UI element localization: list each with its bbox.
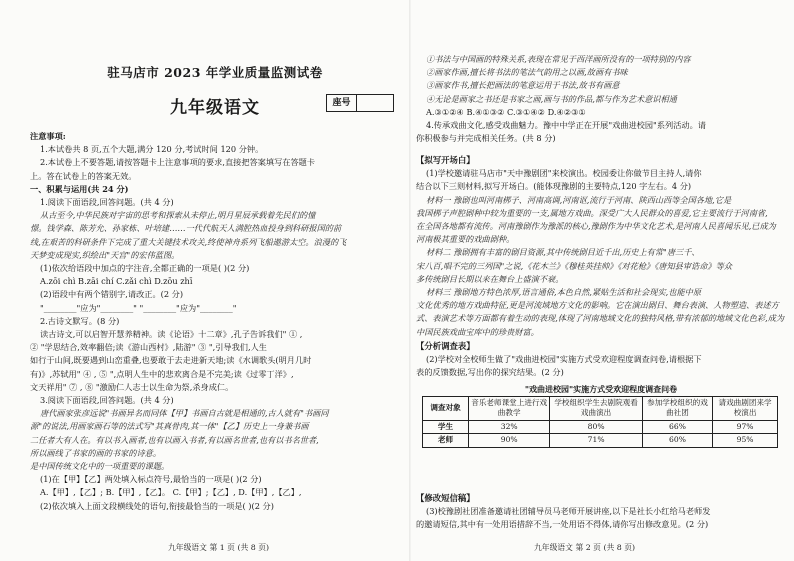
text-line: 文天祥用" ⑦ , ⑧ "激励仁人志士以生命为祭,杀身成仁。 [30, 381, 234, 392]
table-header-object: 调查对象 [423, 396, 469, 420]
text-line: ③画家作书,擅长把画法的笔意运用于书法,故书有画意 [426, 80, 620, 91]
text-line: 二任者大有人在。有以书入画者,也有以画入书者,有以画名世者,也有以书名世者, [30, 434, 319, 445]
seat-label: 座号 [327, 95, 357, 111]
text-line: A.【甲】,【乙】; B.【甲】,【乙】。 C.【甲】;【乙】, D.【甲】,【乙】, [40, 487, 302, 498]
text-line: ④无论是画家之书还是书家之画,画与书的作品,都与作为艺术意识相通 [426, 93, 677, 104]
text-line: 上。答在试卷上的答案无效。 [30, 170, 137, 181]
text-line: (2)学校对全校师生做了"戏曲进校园"实施方式受欢迎程度调查问卷,请根据下 [426, 354, 702, 365]
text-line: 材料二 豫剧拥有丰富的剧目资源,其中传统剧目近千出,历史上有常"唐三千、 [426, 247, 700, 258]
grade-title: 九年级语文 [170, 98, 260, 118]
text-line: (2)依次填入上面文段横线处的语句,衔接最恰当的一项是( )(2 分) [40, 500, 274, 511]
row-label-students: 学生 [423, 420, 469, 434]
text-line: 所以画线了书家的画的书家的诗意。 [30, 447, 162, 458]
text-line: 材料三 豫剧地方特色浓厚,语言通俗,本色自然,紧贴生活和社会现实,也能中原 [426, 287, 702, 298]
survey-table-title: "戏曲进校园"实施方式受欢迎程度调查问卷 [524, 383, 678, 394]
text-line: 一、积累与运用(共 24 分) [30, 183, 129, 194]
text-line: 3.阅读下面语段,回答问题。(共 4 分) [40, 395, 174, 406]
text-line: 2.古诗文默写。(8 分) [40, 315, 120, 326]
seat-number-field[interactable] [357, 95, 393, 111]
text-line: 宋八百,唱不完的三列国"之说,《花木兰》《穆桂英挂帅》《对花枪》《唐知县审诰命》等众 [416, 260, 732, 271]
text-line: 从古至今,中华民族对宇宙的思考和探索从未停止,明月星辰承载着先民们的憧 [40, 210, 316, 221]
page-1 [30, 0, 408, 561]
survey-table [422, 396, 778, 448]
seat-number-box [326, 94, 394, 112]
text-line: 在全国各地都有流传。河南豫剧作为豫派的核心,豫剧作为中华文化艺术,是河南人民喜闻乐见,已成为 [416, 221, 776, 232]
table-header-col-2: 学校组织学生去剧院观看戏曲演出 [550, 396, 642, 420]
text-line: A.③①②④ B.④①③② C.③①④② D.④②③① [426, 106, 586, 117]
section-survey [416, 334, 786, 448]
text-line: 1.阅读下面语段,回答问题。(共 4 分) [40, 197, 174, 208]
text-line: ② "学思结合,效率翻倍;读《游山西村》,陆游" ③ ",引导我们,人生 [30, 342, 267, 353]
text-line: 线,在艰苦的科研条件下完成了重大关键技术攻关,终使神舟系列飞船遨游太空。浪漫的飞 [30, 236, 347, 247]
text-line: (1)学校邀请驻马店市"天中豫剧团"来校演出。校园委让你做节目主持人,请你 [426, 168, 702, 179]
table-cell: 60% [642, 434, 712, 448]
text-line: 式、表演艺术等方面都有着生动的表现,体现了河南地域文化的独特风格,带有浓郁的地域文化色彩,成为 [416, 313, 785, 324]
text-line: 有)》,苏轼用" ④ , ⑤ ",点明人生中的悲欢离合是不完美;读《过零丁洋》, [30, 368, 294, 379]
section-heading-message: 【修改短信稿】 [416, 493, 475, 503]
text-line: 文化优秀的地方戏曲特征,更是河流域地方文化的影响。它在演出剧目、舞台表演、人物塑造、表述方 [416, 300, 779, 311]
page-1-footer: 九年级语文 第 1 页 (共 8 页) [168, 543, 270, 552]
table-row [423, 420, 778, 434]
text-line: 憬。钱学森、陈芳允、孙家栋、叶培建……一代代航天人满腔热血投身到科研报国的前 [30, 223, 342, 234]
text-line: 我国梆子声腔剧种中较为重要的一支,属地方戏曲。深受广大人民群众的喜爱,它主要流行于河南省, [416, 207, 768, 218]
page-1-body [30, 130, 408, 513]
text-line: 天梦变成现实,织绘出"天宫"的宏伟蓝图。 [30, 249, 180, 260]
section-heading-opening: 【拟写开场白】 [416, 155, 475, 165]
table-row [423, 434, 778, 448]
text-line: 注意事项: [30, 131, 66, 141]
text-line: ①书法与中国画的特殊关系,表现在常见于西洋画所没有的一项特别的内容 [426, 54, 691, 64]
table-cell: 97% [713, 420, 778, 434]
table-cell: 71% [550, 434, 642, 448]
text-line: 是中国传统文化中的一项重要的课题。 [30, 461, 170, 472]
table-header-col-3: 参加学校组织的戏曲社团 [642, 396, 712, 420]
text-line: 如行于山间,既要遇到山峦重叠,也要敢于去走进新天地;读《水调歌头(明月几时 [30, 355, 312, 366]
text-line: 唐代画家张彦远说"书画异名而同体【甲】书画自古就是相通的,古人就有"书画同 [40, 408, 329, 419]
text-line: 读古诗文,可以启智开慧养精神。读《论语》十二章》,孔子告诉我们" ① , [40, 329, 303, 340]
text-line: (1)在【甲】【乙】两处填入标点符号,最恰当的一项是( )(2 分) [40, 474, 262, 485]
table-header-col-1: 音乐老师课堂上进行戏曲教学 [469, 396, 550, 420]
question-3-options [416, 53, 786, 145]
table-header-col-4: 请戏曲剧团来学校演出 [713, 396, 778, 420]
text-line: 2.本试卷上不要答题,请按答题卡上注意事项的要求,直接把答案填写在答题卡 [40, 157, 316, 168]
section-heading-survey: 【分析调查表】 [416, 341, 475, 351]
text-line: 多传统剧目长期以来在舞台上盛演不衰。 [416, 273, 564, 284]
text-line: 4.传承戏曲文化,感受戏曲魅力。豫中中学正在开展"戏曲进校园"系列活动。请 [426, 120, 706, 131]
text-line: 的邀请短信,其中有一处用语措辞不当,一处用语不得体,请你写出修改意见。(2 分) [416, 519, 709, 530]
table-cell: 66% [642, 420, 712, 434]
text-line: (3)校豫剧社团准备邀请社团辅导员马老师开展讲座,以下是社长小红给马老师发 [426, 506, 711, 517]
section-opening-speech [416, 148, 786, 339]
section-message-edit [416, 486, 786, 532]
page-2 [416, 0, 786, 561]
text-line: "________"应为"________" "________"应为"________" [40, 302, 237, 313]
text-line: 1.本试卷共 8 页,五个大题,满分 120 分,考试时间 120 分钟。 [40, 144, 264, 155]
text-line: (1)依次给语段中加点的字注音,全都正确的一项是( )(2 分) [40, 263, 250, 274]
text-line: ②画家作画,擅长将书法的笔法气韵用之以画,故画有书味 [426, 67, 628, 78]
text-line: A.zōi chì B.zāi chí C.zǎi chì D.zōu zhī [40, 276, 193, 287]
text-line: 结合以下三则材料,拟写开场白。(能体现豫剧的主要特点,120 字左右。4 分) [416, 181, 692, 192]
text-line: 河南极其重要的戏曲剧种。 [416, 234, 515, 245]
table-cell: 32% [469, 420, 550, 434]
text-line: 材料一 豫剧也叫河南梆子、河南高调,河南讴,流行于河南、陕西山西等全国各地,它是 [426, 194, 732, 205]
text-line: 源"的说法,用画家画石等的法式写"其真骨肉,其一体"【乙】历史上一身兼书画 [30, 421, 309, 432]
table-cell: 90% [469, 434, 550, 448]
page-2-footer: 九年级语文 第 2 页 (共 8 页) [534, 543, 636, 552]
text-line: 你积极参与并完成相关任务。(共 8 分) [416, 133, 556, 144]
page-fold [409, 0, 411, 561]
table-cell: 95% [713, 434, 778, 448]
row-label-teachers: 老师 [423, 434, 469, 448]
exam-title: 驻马店市 2023 年学业质量监测试卷 [107, 65, 323, 80]
text-line: 表的反馈数据,写出你的探究结果。(2 分) [416, 367, 564, 378]
text-line: (2)语段中有两个错别字,请改正。(2 分) [40, 289, 184, 300]
text-line: 中国民族戏曲宝库中的珍贵财富。 [416, 326, 539, 337]
table-cell: 80% [550, 420, 642, 434]
